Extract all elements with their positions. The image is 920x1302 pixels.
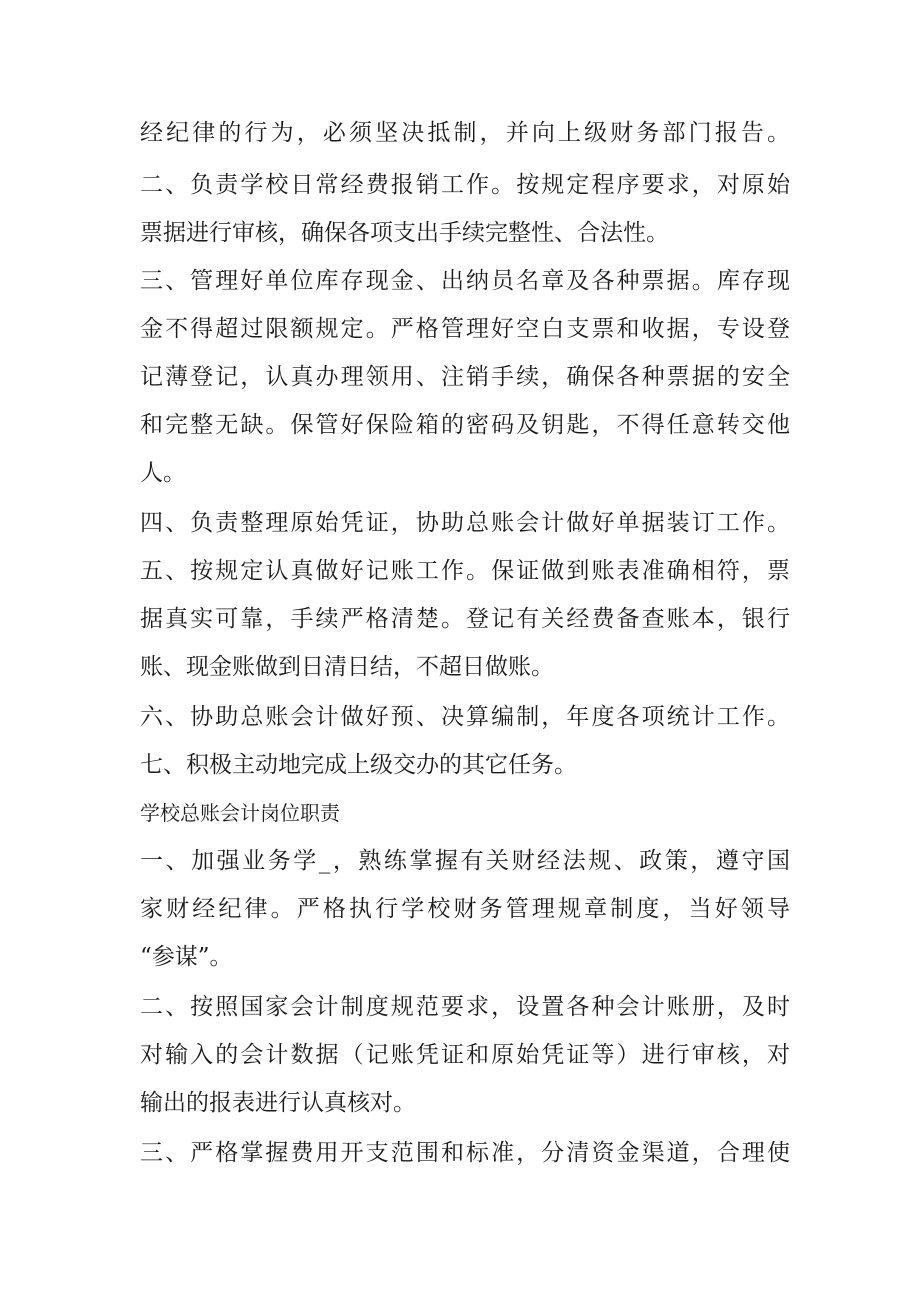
text-line: 票据进行审核，确保各项支出手续完整性、合法性。 (140, 220, 669, 246)
section-heading: 学校总账会计岗位职责 (140, 801, 340, 825)
text-line: 输出的报表进行认真核对。 (140, 1090, 416, 1116)
text-line: 五、按规定认真做好记账工作。保证做到账表准确相符，票 (140, 558, 790, 584)
text-line: 金不得超过限额规定。严格管理好空白支票和收据，专设登 (140, 316, 790, 342)
text-line: 记薄登记，认真办理领用、注销手续，确保各种票据的安全 (140, 364, 790, 390)
text-line: “参谋”。 (140, 944, 233, 970)
text-line: 对输入的会计数据（记账凭证和原始凭证等）进行审核，对 (140, 1042, 790, 1068)
text-line: 六、协助总账会计做好预、决算编制，年度各项统计工作。 (140, 704, 790, 730)
text-line: 家财经纪律。严格执行学校财务管理规章制度，当好领导 (140, 896, 790, 922)
text-line: 四、负责整理原始凭证，协助总账会计做好单据装订工作。 (140, 510, 790, 536)
text-line: 三、管理好单位库存现金、出纳员名章及各种票据。库存现 (140, 268, 790, 294)
text-line: 一、加强业务学_，熟练掌握有关财经法规、政策，遵守国 (140, 848, 790, 874)
text-line: 二、按照国家会计制度规范要求，设置各种会计账册，及时 (140, 994, 790, 1020)
text-line: 据真实可靠，手续严格清楚。登记有关经费备查账本，银行 (140, 606, 790, 632)
text-line: 人。 (140, 460, 186, 486)
text-line: 二、负责学校日常经费报销工作。按规定程序要求，对原始 (140, 172, 790, 198)
text-line: 经纪律的行为，必须坚决抵制，并向上级财务部门报告。 (140, 120, 790, 146)
text-line: 和完整无缺。保管好保险箱的密码及钥匙，不得任意转交他 (140, 412, 790, 438)
text-line: 三、严格掌握费用开支范围和标准，分清资金渠道，合理使 (140, 1140, 790, 1166)
text-line: 七、积极主动地完成上级交办的其它任务。 (140, 752, 577, 778)
text-line: 账、现金账做到日清日结，不超日做账。 (140, 654, 554, 680)
